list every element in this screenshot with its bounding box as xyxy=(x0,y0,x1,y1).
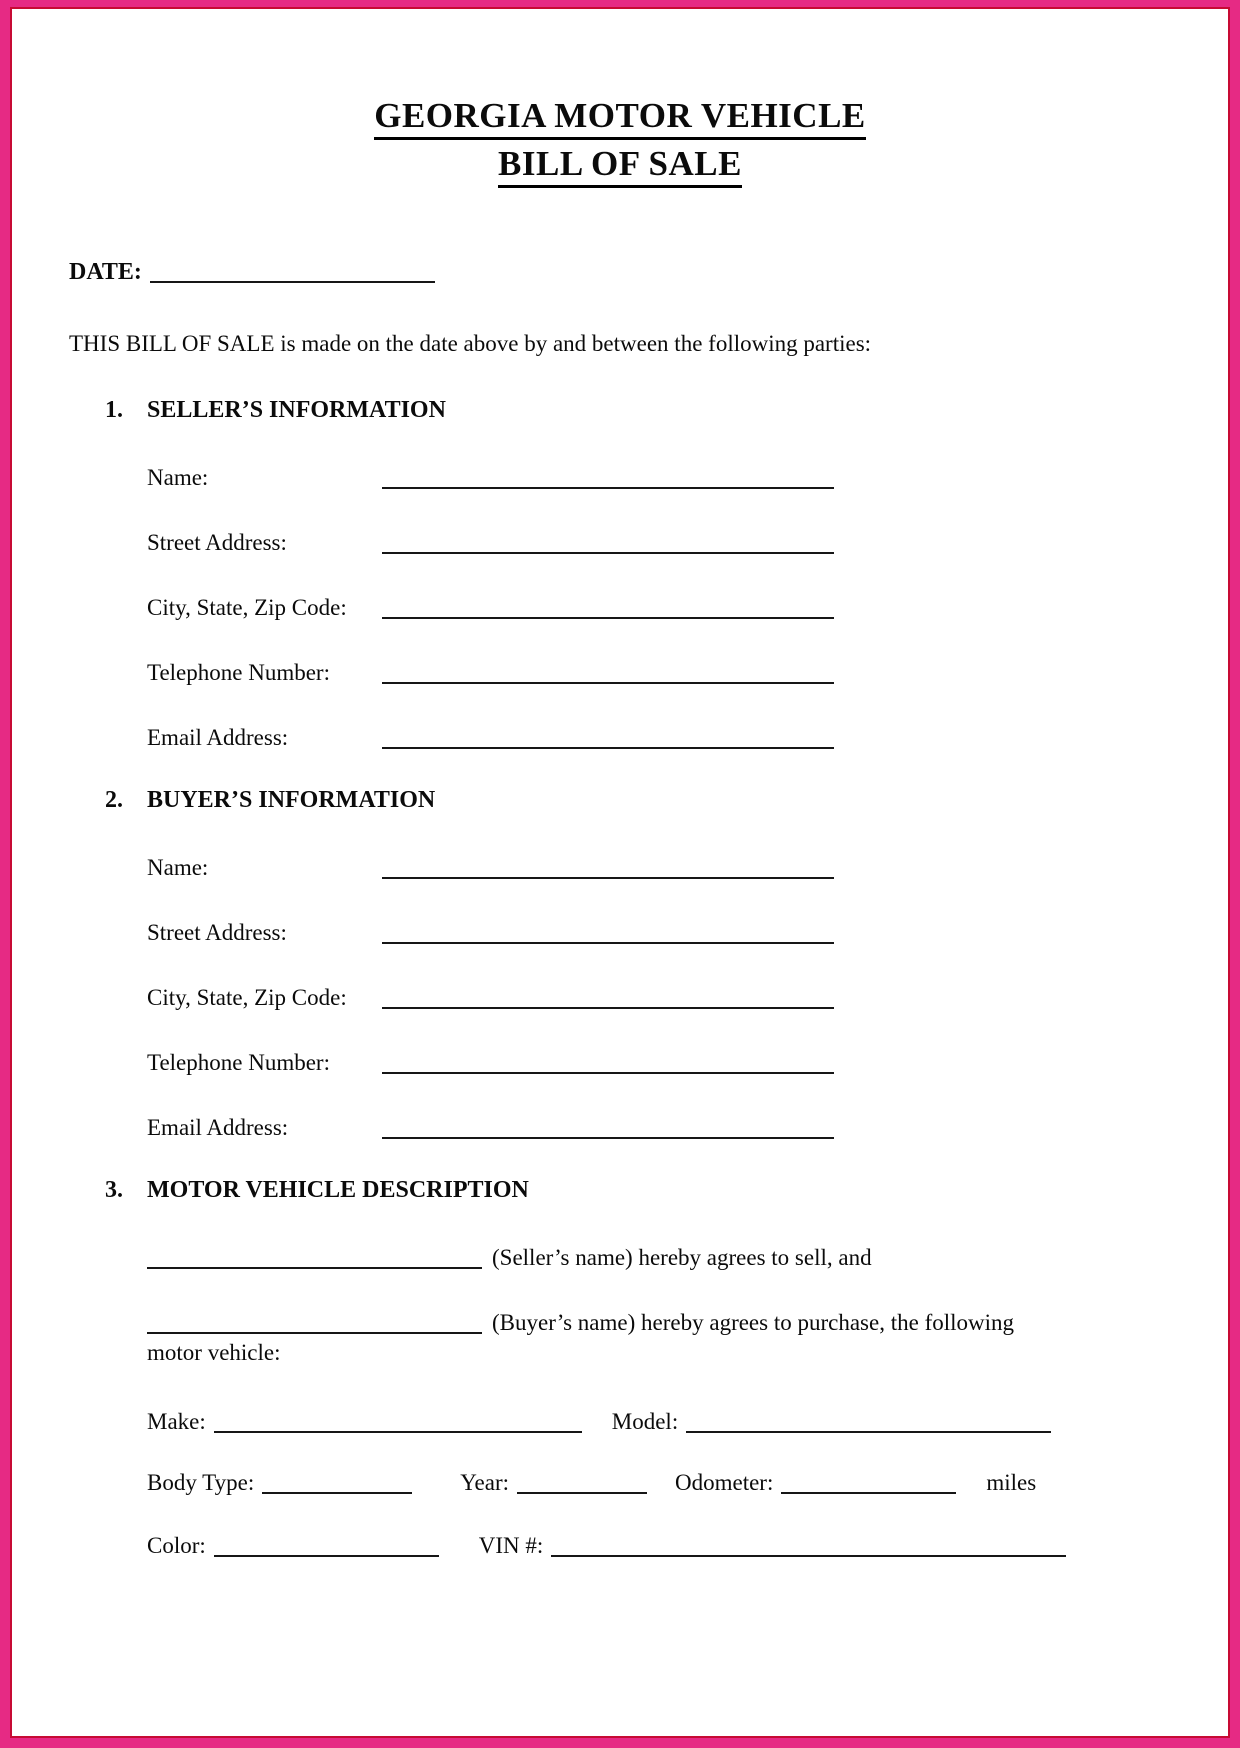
date-blank-line xyxy=(150,260,435,283)
seller-name-fill-blank xyxy=(147,1246,482,1269)
seller-city-row xyxy=(147,592,1171,621)
make-model-row xyxy=(147,1406,1171,1435)
section-vehicle-description xyxy=(69,1177,1171,1559)
body-type-blank-line xyxy=(262,1471,412,1494)
buyer-street-label: Street Address: xyxy=(147,920,287,945)
buyer-email-label: Email Address: xyxy=(147,1115,289,1140)
odometer-blank-line xyxy=(781,1471,956,1494)
seller-phone-row xyxy=(147,657,1171,686)
buyer-city-label: City, State, Zip Code: xyxy=(147,985,347,1010)
section-3-body xyxy=(147,1242,1171,1559)
miles-label: miles xyxy=(986,1470,1037,1495)
intro-text: THIS BILL OF SALE is made on the date above by and between the following parties: xyxy=(69,331,872,356)
section-1-number: 1. xyxy=(105,397,123,423)
year-label: Year: xyxy=(460,1470,509,1495)
year-blank-line xyxy=(517,1471,647,1494)
section-2-title: BUYER’S INFORMATION xyxy=(147,787,436,813)
buyer-name-row xyxy=(147,852,1171,881)
section-1-title: SELLER’S INFORMATION xyxy=(147,397,446,423)
buyer-name-label: Name: xyxy=(147,855,209,880)
section-2-heading xyxy=(105,787,1171,814)
seller-street-label: Street Address: xyxy=(147,530,287,555)
color-vin-row xyxy=(147,1530,1171,1559)
seller-name-row xyxy=(147,462,1171,491)
title-line-1: GEORGIA MOTOR VEHICLE xyxy=(374,96,866,140)
buyer-street-row xyxy=(147,917,1171,946)
section-1-heading xyxy=(105,397,1171,424)
section-2-fields xyxy=(147,852,1171,1141)
seller-city-label: City, State, Zip Code: xyxy=(147,595,347,620)
vin-label: VIN #: xyxy=(478,1533,544,1558)
seller-name-blank-line xyxy=(382,466,834,489)
document-page xyxy=(10,7,1230,1738)
section-buyer-information xyxy=(69,787,1171,1141)
buyer-email-blank-line xyxy=(382,1116,834,1139)
color-blank-line xyxy=(214,1534,439,1557)
section-3-number: 3. xyxy=(105,1177,123,1203)
buyer-clause-text-line1: (Buyer’s name) hereby agrees to purchase, the following xyxy=(492,1310,1015,1335)
title-line-2: BILL OF SALE xyxy=(498,144,742,188)
vin-blank-line xyxy=(551,1534,1066,1557)
seller-email-blank-line xyxy=(382,726,834,749)
section-2-number: 2. xyxy=(105,787,123,813)
seller-city-blank-line xyxy=(382,596,834,619)
seller-street-row xyxy=(147,527,1171,556)
buyer-name-fill-blank xyxy=(147,1311,482,1334)
model-blank-line xyxy=(686,1410,1051,1433)
section-1-fields xyxy=(147,462,1171,751)
body-type-label: Body Type: xyxy=(147,1470,255,1495)
seller-phone-blank-line xyxy=(382,661,834,684)
seller-phone-label: Telephone Number: xyxy=(147,660,330,685)
buyer-clause-row xyxy=(147,1307,1171,1366)
buyer-phone-label: Telephone Number: xyxy=(147,1050,330,1075)
section-3-heading xyxy=(105,1177,1171,1204)
document-title xyxy=(69,94,1171,190)
seller-email-row xyxy=(147,722,1171,751)
seller-clause-text: (Seller’s name) hereby agrees to sell, and xyxy=(492,1245,872,1270)
buyer-phone-row xyxy=(147,1047,1171,1076)
seller-clause-row xyxy=(147,1242,1171,1271)
buyer-street-blank-line xyxy=(382,921,834,944)
date-row xyxy=(69,256,1171,286)
buyer-email-row xyxy=(147,1112,1171,1141)
odometer-label: Odometer: xyxy=(675,1470,774,1495)
date-label: DATE: xyxy=(69,259,142,285)
seller-name-label: Name: xyxy=(147,465,209,490)
body-year-odometer-row xyxy=(147,1467,1171,1496)
seller-street-blank-line xyxy=(382,531,834,554)
buyer-clause-text-line2: motor vehicle: xyxy=(147,1340,281,1365)
buyer-phone-blank-line xyxy=(382,1051,834,1074)
seller-email-label: Email Address: xyxy=(147,725,289,750)
buyer-city-row xyxy=(147,982,1171,1011)
buyer-name-blank-line xyxy=(382,856,834,879)
make-label: Make: xyxy=(147,1409,206,1434)
make-blank-line xyxy=(214,1410,582,1433)
section-3-title: MOTOR VEHICLE DESCRIPTION xyxy=(147,1177,529,1203)
color-label: Color: xyxy=(147,1533,206,1558)
model-label: Model: xyxy=(611,1409,679,1434)
buyer-city-blank-line xyxy=(382,986,834,1009)
section-seller-information xyxy=(69,397,1171,751)
